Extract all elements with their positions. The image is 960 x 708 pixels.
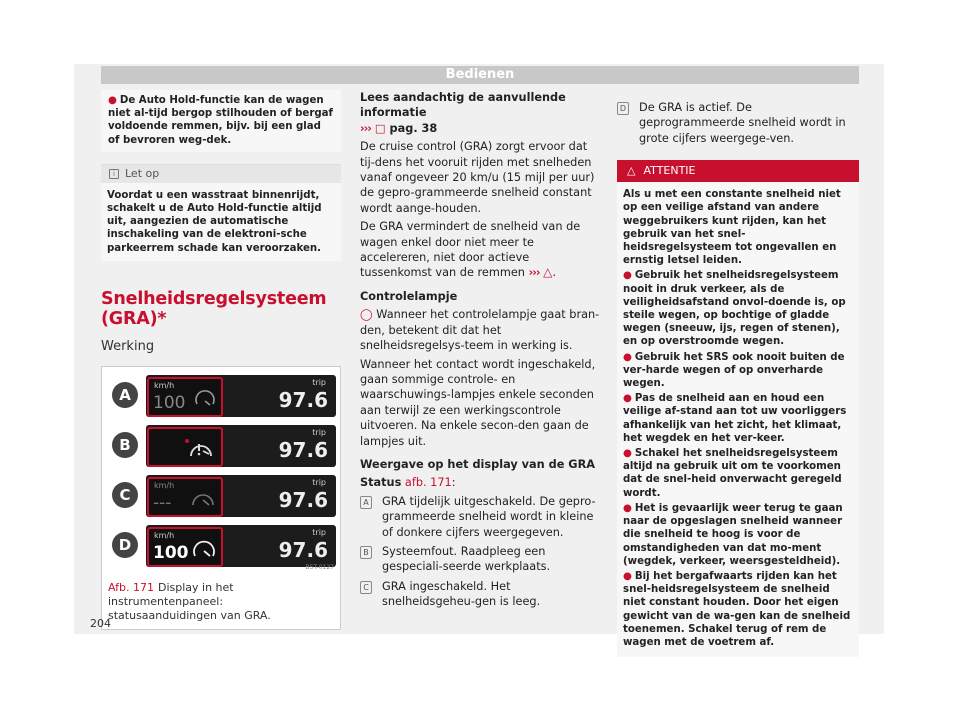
warning-triangle-icon: △	[627, 164, 636, 178]
trip-label: trip	[312, 477, 326, 487]
attention-item	[623, 351, 853, 391]
cruise-error-icon	[177, 435, 217, 461]
column-middle	[360, 90, 600, 614]
figure-171	[101, 366, 341, 630]
attention-item-text: Bij het bergafwaarts rijden kan het snel-heidsregelsysteem de snelheid niet constant houden. Door het eigen gewicht van de wa-gen kan de snelheid toenemen. Schakel terug of rem de wagen met de voetrem af.	[623, 570, 851, 648]
note-box	[101, 164, 341, 261]
status-label: Status	[360, 476, 402, 490]
status-row-b	[108, 423, 336, 468]
warning-continuation	[101, 90, 341, 152]
status-text: GRA ingeschakeld. Het snelheidsgeheu-gen is leeg.	[382, 579, 541, 609]
status-item-c	[360, 579, 600, 610]
speed-value: 100	[153, 542, 189, 563]
speed-value: ---	[153, 492, 172, 513]
status-line: Status afb. 171:	[360, 476, 456, 490]
display-panel	[146, 375, 336, 417]
info-icon: i	[109, 169, 119, 179]
attention-item	[623, 570, 853, 649]
status-text: De GRA is actief. De geprogrammeerde snelheid wordt in grote cijfers weergege-ven.	[639, 101, 846, 145]
row-label: A	[112, 382, 138, 408]
paragraph-3-text: Wanneer het controlelampje gaat bran-den, betekent dit dat het snelheidsregelsys-teem in werking is.	[360, 308, 600, 353]
section-title: Snelheidsregelsysteem (GRA)*	[101, 288, 327, 329]
speed-display	[147, 427, 223, 467]
attention-title: ATTENTIE	[643, 164, 696, 178]
paragraph-2-text: De GRA vermindert de snelheid van de wagen enkel door niet meer te accelereren, niet door actieve tussenkomst van de remmen	[360, 220, 581, 280]
status-row-d	[108, 523, 336, 568]
status-item-b	[360, 544, 600, 575]
book-icon: □	[374, 121, 386, 135]
bullet-icon: ●	[623, 393, 632, 405]
status-row-c	[108, 473, 336, 518]
speed-display	[147, 477, 223, 517]
section-subtitle: Werking	[101, 338, 155, 354]
speed-unit: km/h	[154, 480, 175, 490]
attention-item-text: Gebruik het snelheidsregelsysteem nooit in druk verkeer, als de veiligheidsafstand onvol-doende is, op steile wegen, op bochtige of gladde wegen (sneeuw, ijs, regen of stenen), en op overstroomde wegen.	[623, 270, 846, 348]
note-header	[101, 165, 341, 183]
attention-item-text: Pas de snelheid aan en houd een veilige af-stand aan tot uw voorliggers afhankelijk van het zicht, het klimaat, het wegdek en het ver-keer.	[623, 393, 847, 444]
paragraph-2-arrows: ›››	[528, 266, 540, 280]
page-header: Bedienen	[101, 66, 859, 84]
cruise-lamp-icon: ◯	[360, 308, 373, 322]
attention-item	[623, 447, 853, 500]
attention-intro: Als u met een constante snelheid niet op een veilige afstand van andere weggebruikers kunt rijden, kan het gebruik van het snel-heidsregelsysteem tot ongevallen en ernstig letsel leiden.	[623, 189, 841, 267]
speed-value: 100	[153, 392, 186, 413]
bullet-icon: ●	[623, 270, 632, 282]
caption-label: Afb. 171	[108, 580, 154, 594]
attention-item	[623, 269, 853, 348]
trip-label: trip	[312, 377, 326, 387]
warning-triangle-icon: △	[543, 265, 553, 280]
bullet-icon: ●	[623, 448, 632, 460]
intro-arrows: ›››	[360, 121, 371, 135]
speed-display	[147, 527, 223, 567]
attention-header	[617, 160, 859, 182]
display-panel	[146, 425, 336, 467]
status-text: Systeemfout. Raadpleeg een gespeciali-seerde werkplaats.	[382, 544, 551, 574]
paragraph-1: De cruise control (GRA) zorgt ervoor dat tij-dens het vooruit rijden met snelheden vanaf ongeveer 20 km/u (15 mijl per uur) de gepro-grammeerde snelheid constant wordt aange-houden.	[360, 140, 595, 215]
speedometer-icon	[191, 537, 217, 561]
heading-control-lamp: Controlelampje	[360, 289, 458, 303]
status-figure-ref[interactable]: afb. 171	[404, 476, 452, 490]
page-number: 204	[90, 617, 111, 630]
status-tag: D	[617, 102, 629, 115]
paragraph-4: Wanneer het contact wordt ingeschakeld, gaan sommige controle- en waarschuwings-lampjes enkele seconden aan terwijl ze een werkingscontrole uitvoeren. Na enkele secon-den gaan de lampjes uit.	[360, 357, 596, 448]
status-tag: A	[360, 496, 372, 509]
paragraph-2: De GRA vermindert de snelheid van de wagen enkel door niet meer te accelereren, niet door actieve tussenkomst van de remmen ››› △.	[360, 220, 581, 280]
status-row-a	[108, 373, 336, 418]
intro-page-ref[interactable]: pag. 38	[389, 121, 438, 135]
attention-item	[623, 392, 853, 445]
status-tag: C	[360, 581, 372, 594]
bullet-icon: ●	[108, 95, 117, 106]
column-right	[617, 90, 859, 657]
note-title: Let op	[125, 166, 160, 180]
caption-text: Display in het instrumentenpaneel: statusaanduidingen van GRA.	[108, 580, 271, 622]
trip-label: trip	[312, 427, 326, 437]
speedometer-icon	[193, 387, 217, 411]
row-label: C	[112, 482, 138, 508]
status-text: GRA tijdelijk uitgeschakeld. De gepro-grammeerde snelheid wordt in kleine of donkere cijfers weergegeven.	[382, 494, 596, 539]
attention-item-text: Het is gevaarlijk weer terug te gaan naar de opgeslagen snelheid wanneer die snelheid te hoog is voor de omstandigheden van dat mo-ment (wegdek, verkeer, weersgesteldheid).	[623, 502, 843, 567]
row-label: D	[112, 532, 138, 558]
figure-caption	[108, 581, 334, 623]
row-label: B	[112, 432, 138, 458]
display-panel	[146, 525, 336, 567]
trip-label: trip	[312, 527, 326, 537]
speed-unit: km/h	[154, 380, 175, 390]
note-text: Voordat u een wasstraat binnenrijdt, schakelt u de Auto Hold-functie altijd uit, aangezien de automatische inschakeling van de elektroni-sche parkeerrem schade kan veroorzaken.	[101, 183, 341, 261]
heading-display: Weergave op het display van de GRA	[360, 457, 596, 471]
trip-value: 97.6	[278, 487, 328, 512]
status-item-d	[617, 100, 859, 146]
status-tag: B	[360, 546, 372, 559]
paragraph-3	[360, 307, 600, 353]
intro-text: Lees aandachtig de aanvullende informatie	[360, 91, 566, 120]
attention-item	[623, 502, 853, 568]
speedometer-icon	[189, 485, 217, 511]
speed-display	[147, 377, 223, 417]
figure-id: B5T-0127	[305, 563, 334, 571]
display-panel	[146, 475, 336, 517]
trip-value: 97.6	[278, 437, 328, 462]
speed-unit: km/h	[154, 530, 175, 540]
trip-value: 97.6	[278, 387, 328, 412]
dashboard-illustration	[108, 373, 336, 571]
warning-item-text: De Auto Hold-functie kan de wagen niet al-tijd bergop stilhouden of bergaf voldoende remmen, bijv. bij een glad of bevroren weg-dek.	[108, 95, 333, 146]
attention-item-text: Gebruik het SRS ook nooit buiten de ver-harde wegen of op onverharde wegen.	[623, 351, 845, 390]
attention-body	[617, 182, 859, 657]
trip-value: 97.6	[278, 537, 328, 562]
column-left	[101, 90, 341, 630]
attention-item-text: Schakel het snelheidsregelsysteem altijd na gebruik uit om te voorkomen dat de snel-heid onverwacht geregeld wordt.	[623, 448, 842, 499]
attention-box	[617, 160, 859, 657]
intro-line	[360, 90, 600, 136]
status-item-a	[360, 494, 600, 540]
bullet-icon: ●	[623, 351, 632, 363]
bullet-icon: ●	[623, 570, 632, 582]
bullet-icon: ●	[623, 502, 632, 514]
